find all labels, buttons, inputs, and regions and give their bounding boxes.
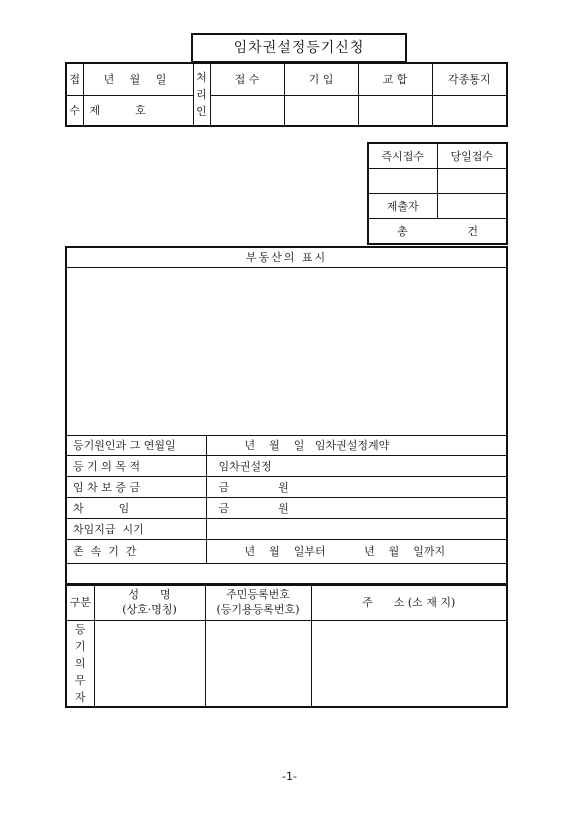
side-box	[367, 142, 508, 245]
reception-label-top: 접	[66, 63, 83, 95]
field-purpose-label: 등 기 의 목 적	[66, 455, 206, 476]
cell-receipt[interactable]	[210, 95, 284, 126]
handler-label: 처 리 인	[193, 63, 210, 126]
field-duration-value[interactable]: 년 월 일부터 년 월 일까지	[206, 539, 507, 563]
col-category: 구분	[66, 584, 94, 620]
cell-notices[interactable]	[432, 95, 507, 126]
blank-row[interactable]	[66, 563, 507, 585]
submitter-cell[interactable]	[437, 193, 507, 218]
same-day-receipt: 당일접수	[437, 143, 507, 168]
main-form-table	[65, 246, 508, 586]
header-collation: 교 합	[358, 63, 432, 95]
field-payment-time-label: 차임지급 시기	[66, 518, 206, 539]
page-number: -1-	[282, 770, 297, 783]
property-heading: 부동산의 표시	[66, 247, 507, 267]
submitter-label: 제출자	[368, 193, 437, 218]
reception-date[interactable]: 년 월 일	[83, 63, 193, 95]
field-cause-label: 등기원인과 그 연월일	[66, 435, 206, 455]
field-cause-value[interactable]: 년 월 일 임차권설정계약	[206, 435, 507, 455]
reception-label-bottom: 수	[66, 95, 83, 126]
field-rent-value[interactable]: 금 원	[206, 497, 507, 518]
immediate-receipt-cell[interactable]	[368, 168, 437, 193]
field-rent-label: 차 임	[66, 497, 206, 518]
col-address: 주 소 (소 재 지)	[311, 584, 507, 620]
reception-table	[65, 62, 508, 127]
cell-entry[interactable]	[284, 95, 358, 126]
header-notices: 각종통지	[432, 63, 507, 95]
field-duration-label: 존 속 기 간	[66, 539, 206, 563]
field-purpose-value[interactable]: 임차권설정	[206, 455, 507, 476]
field-payment-time-value[interactable]	[206, 518, 507, 539]
property-description-area[interactable]	[66, 267, 507, 435]
total-unit: 건	[467, 224, 478, 238]
col-name: 성 명 (상호·명칭)	[94, 584, 205, 620]
cell-collation[interactable]	[358, 95, 432, 126]
field-deposit-label: 임 차 보 증 금	[66, 476, 206, 497]
header-entry: 기 입	[284, 63, 358, 95]
total-count[interactable]	[368, 218, 507, 244]
obligor-label: 등 기 의 무 자	[66, 620, 94, 707]
party-table	[65, 583, 508, 708]
field-deposit-value[interactable]: 금 원	[206, 476, 507, 497]
total-label: 총	[397, 224, 408, 238]
immediate-receipt: 즉시접수	[368, 143, 437, 168]
form-title: 임차권설정등기신청	[191, 33, 407, 63]
header-receipt: 접 수	[210, 63, 284, 95]
col-id-number: 주민등록번호 (등기용등록번호)	[205, 584, 311, 620]
obligor-address-cell[interactable]	[311, 620, 507, 707]
obligor-name-cell[interactable]	[94, 620, 205, 707]
reception-number[interactable]: 제 호	[83, 95, 193, 126]
same-day-receipt-cell[interactable]	[437, 168, 507, 193]
obligor-id-cell[interactable]	[205, 620, 311, 707]
